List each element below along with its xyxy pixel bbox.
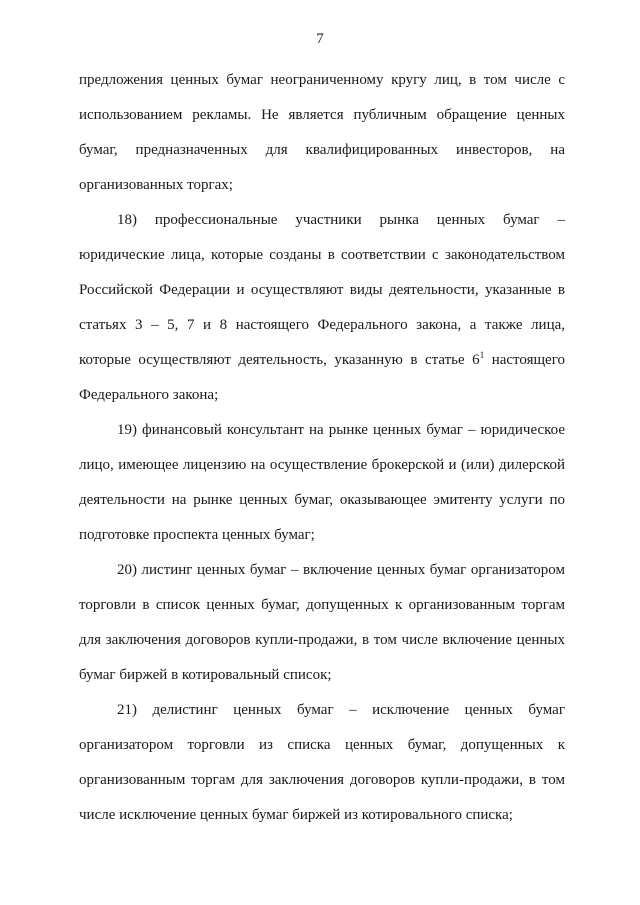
text-line: 21) делистинг ценных бумаг – исключение ценных бумаг [117,702,565,718]
text-segment: которые осуществляют деятельность, указанную в статье 6 [79,352,480,368]
text-line [79,351,565,369]
text-line: организованным торгам для заключения договоров купли-продажи, в том [79,772,565,788]
text-line: деятельности на рынке ценных бумаг, оказывающее эмитенту услуги по [79,492,565,508]
text-line: предложения ценных бумаг неограниченному кругу лиц, в том числе с [79,72,565,88]
text-line: для заключения договоров купли-продажи, в том числе включение ценных [79,632,565,648]
text-line: юридические лица, которые созданы в соответствии с законодательством [79,247,565,263]
text-line: Российской Федерации и осуществляют виды деятельности, указанные в [79,282,565,298]
text-line: использованием рекламы. Не является публичным обращение ценных [79,107,565,123]
text-line: лицо, имеющее лицензию на осуществление брокерской и (или) дилерской [79,457,565,473]
text-line: статьях 3 – 5, 7 и 8 настоящего Федерального закона, а также лица, [79,317,565,333]
text-line: числе исключение ценных бумаг биржей из котировального списка; [79,807,513,823]
text-line: организатором торговли из списка ценных бумаг, допущенных к [79,737,565,753]
text-line: организованных торгах; [79,177,233,193]
text-line: Федерального закона; [79,387,219,403]
text-line: подготовке проспекта ценных бумаг; [79,527,315,543]
text-line: 19) финансовый консультант на рынке ценных бумаг – юридическое [117,422,565,438]
text-line: 20) листинг ценных бумаг – включение ценных бумаг организатором [117,562,565,578]
text-line: бумаг, предназначенных для квалифицированных инвесторов, на [79,142,565,158]
text-segment: настоящего [484,352,565,368]
superscript: 1 [479,350,485,360]
text-line: 18) профессиональные участники рынка ценных бумаг – [117,212,565,228]
text-line: торговли в список ценных бумаг, допущенных к организованным торгам [79,597,565,613]
text-line: бумаг биржей в котировальный список; [79,667,332,683]
page-number: 7 [316,31,324,47]
